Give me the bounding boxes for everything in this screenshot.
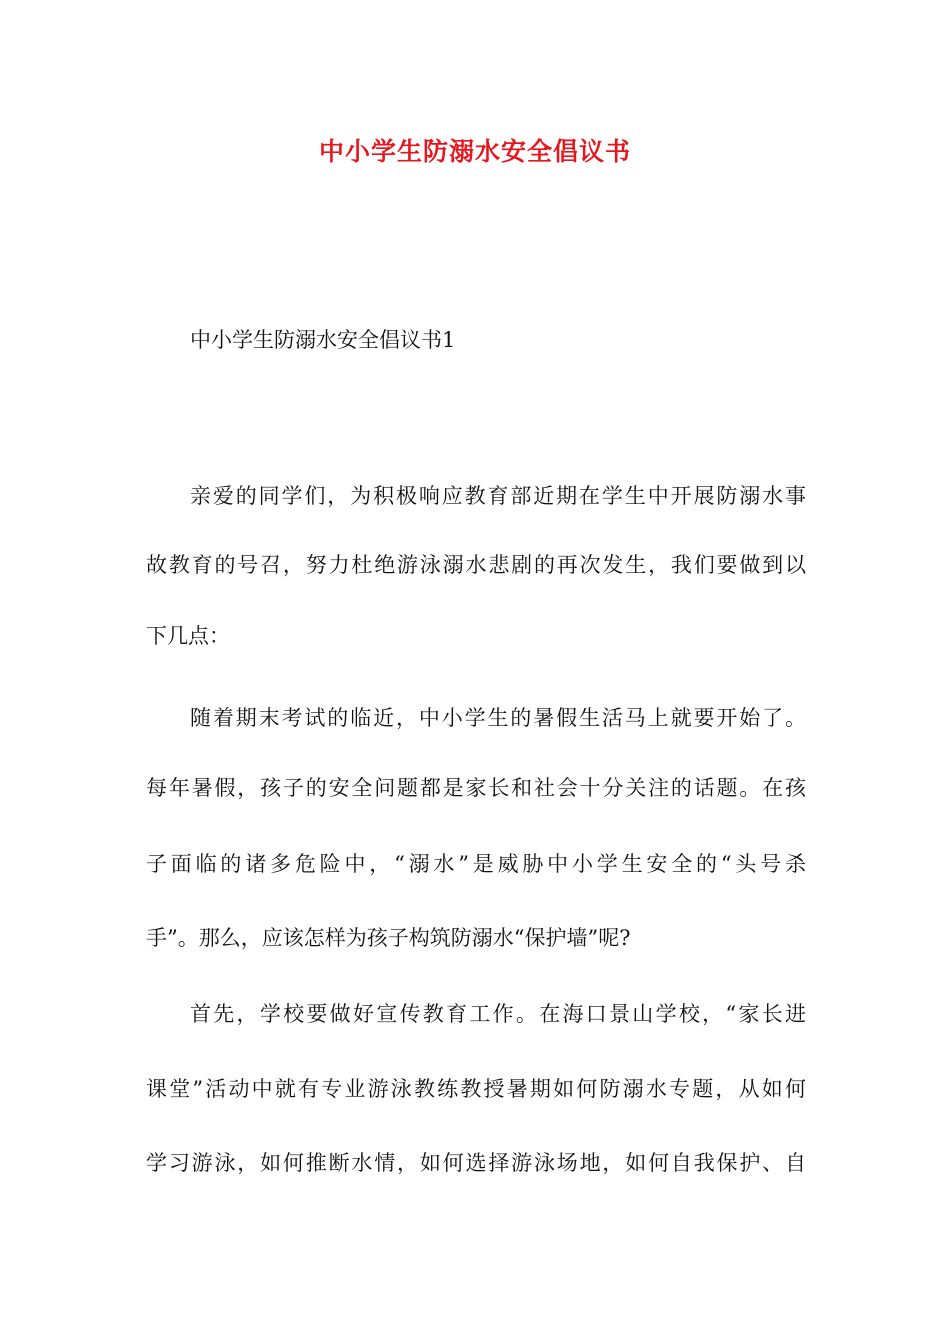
paragraph-line: 下几点： (146, 624, 230, 648)
paragraph-line: 随着期末考试的临近，中小学生的暑假生活马上就要开始了。 (190, 706, 806, 730)
paragraph-line: 子面临的诸多危险中，“溺水”是威胁中小学生安全的“头号杀 (146, 852, 806, 876)
paragraph-line: 首先，学校要做好宣传教育工作。在海口景山学校，“家长进 (190, 1002, 806, 1026)
paragraph-line: 每年暑假，孩子的安全问题都是家长和社会十分关注的话题。在孩 (146, 776, 806, 800)
paragraph-line: 亲爱的同学们，为积极响应教育部近期在学生中开展防溺水事 (190, 484, 806, 508)
paragraph-line: 手”。那么，应该怎样为孩子构筑防溺水“保护墙”呢? (146, 926, 631, 950)
document-title: 中小学生防溺水安全倡议书 (318, 137, 631, 166)
paragraph-line: 故教育的号召，努力杜绝游泳溺水悲剧的再次发生，我们要做到以 (146, 553, 806, 577)
paragraph-line: 学习游泳，如何推断水情，如何选择游泳场地，如何自我保护、自 (146, 1151, 806, 1175)
paragraph-line: 课堂”活动中就有专业游泳教练教授暑期如何防溺水专题，从如何 (146, 1077, 806, 1101)
document-subtitle: 中小学生防溺水安全倡议书1 (190, 328, 456, 352)
